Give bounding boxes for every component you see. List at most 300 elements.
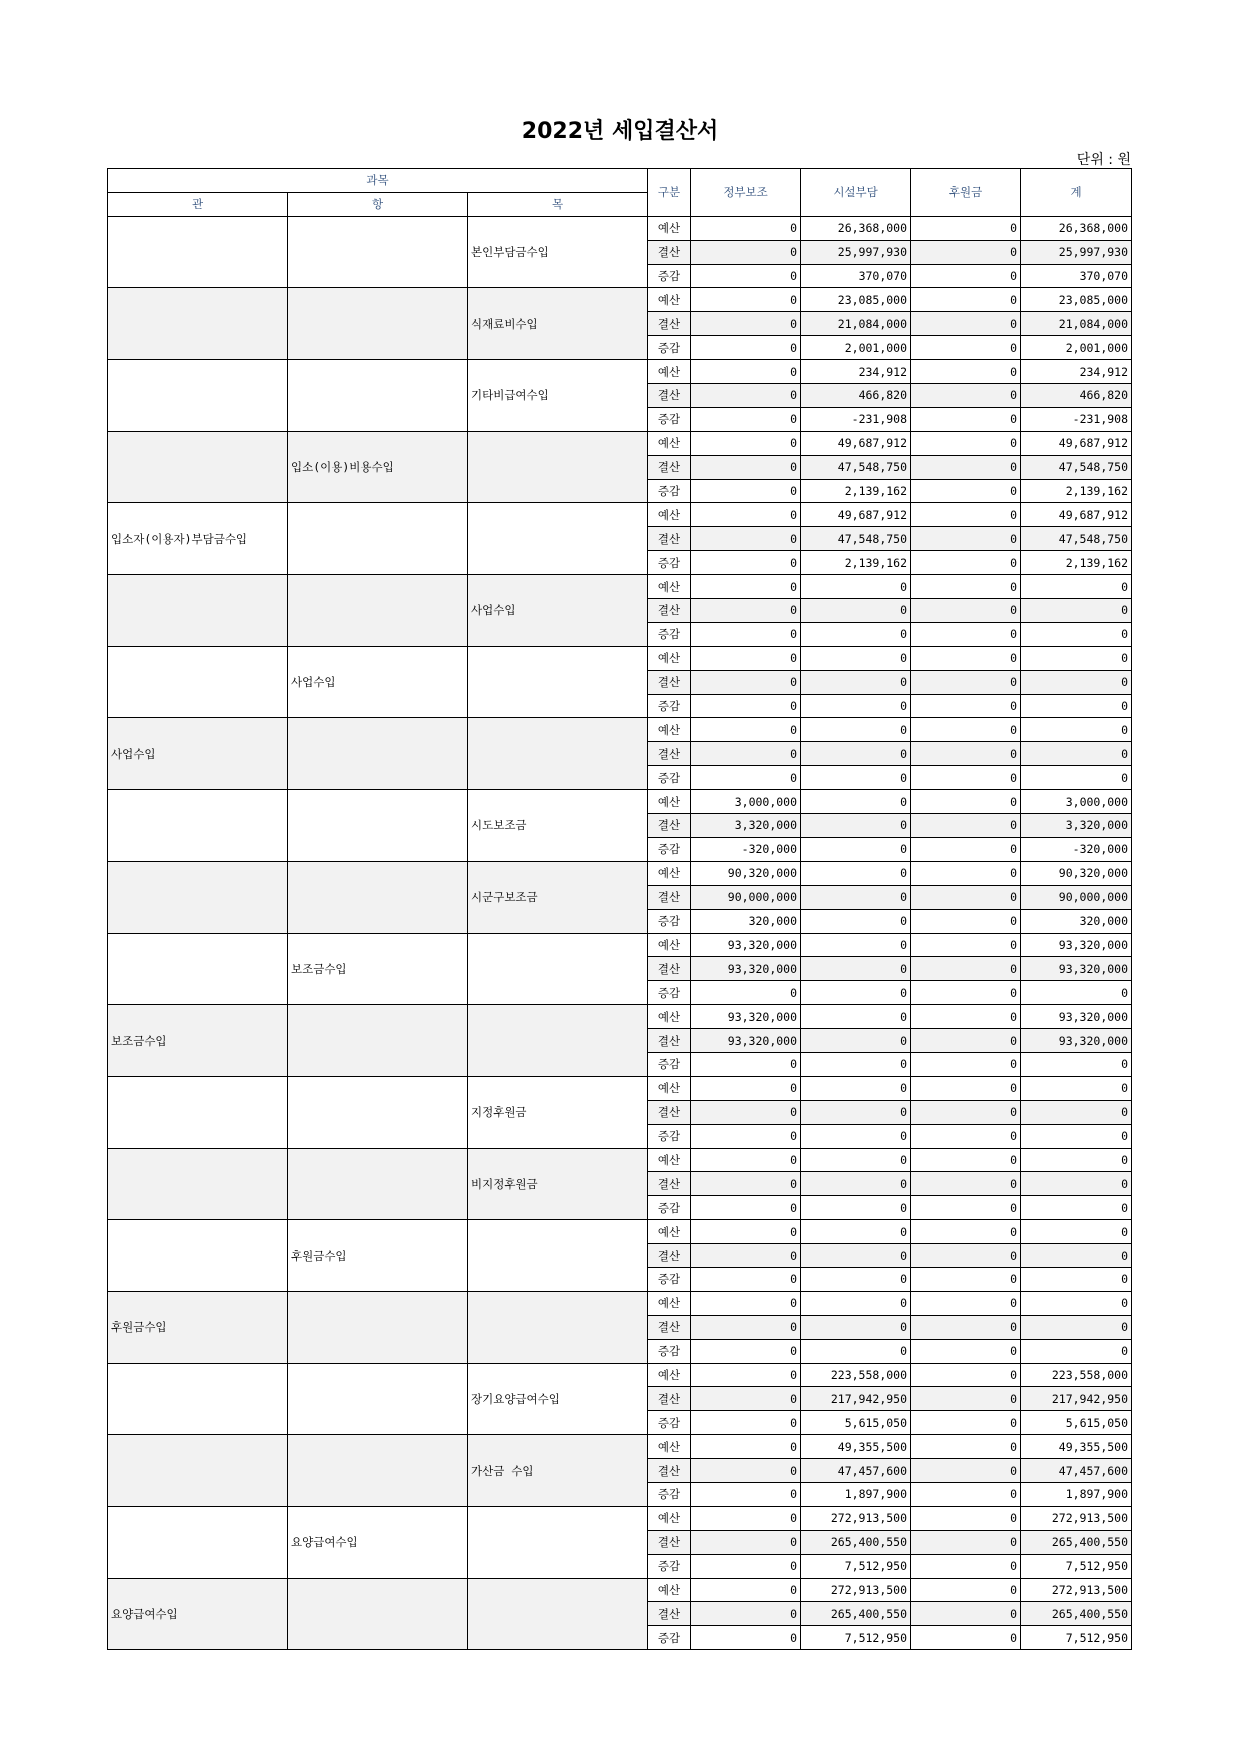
cell-gubun: 예산: [648, 1291, 691, 1315]
cell-value: 0: [691, 503, 801, 527]
cell-gubun: 결산: [648, 599, 691, 623]
cell-gubun: 증감: [648, 981, 691, 1005]
cell-value: 272,913,500: [1021, 1506, 1132, 1530]
cell-gubun: 증감: [648, 1124, 691, 1148]
cell-value: 0: [911, 431, 1021, 455]
cell-value: 0: [1021, 742, 1132, 766]
cell-value: 0: [691, 575, 801, 599]
cell-gubun: 결산: [648, 670, 691, 694]
cell-value: 0: [801, 670, 911, 694]
cell-gubun: 결산: [648, 1029, 691, 1053]
cell-gubun: 증감: [648, 551, 691, 575]
cell-value: 0: [911, 1602, 1021, 1626]
cell-value: 0: [801, 1267, 911, 1291]
cell-gubun: 증감: [648, 1482, 691, 1506]
cell-value: 0: [691, 1267, 801, 1291]
cell-value: 0: [691, 599, 801, 623]
cell-value: 272,913,500: [801, 1578, 911, 1602]
cell-value: 0: [691, 1100, 801, 1124]
cell-value: 0: [691, 384, 801, 408]
cell-value: 47,457,600: [801, 1459, 911, 1483]
cell-mok: [468, 503, 648, 575]
cell-gwan: [108, 288, 288, 360]
cell-value: 0: [801, 1124, 911, 1148]
header-mok: 목: [468, 192, 648, 216]
cell-gubun: 예산: [648, 1363, 691, 1387]
cell-value: 0: [911, 1530, 1021, 1554]
header-col-donation: 후원금: [911, 169, 1021, 217]
cell-value: 0: [1021, 1172, 1132, 1196]
revenue-settlement-table: [107, 168, 1132, 1650]
cell-gubun: 결산: [648, 527, 691, 551]
table-row: [108, 503, 1132, 527]
cell-value: 0: [911, 981, 1021, 1005]
table-row: [108, 933, 1132, 957]
cell-value: 0: [911, 742, 1021, 766]
cell-value: 5,615,050: [801, 1411, 911, 1435]
cell-value: 3,000,000: [1021, 790, 1132, 814]
cell-hang: [288, 718, 468, 790]
cell-gubun: 증감: [648, 1626, 691, 1650]
cell-value: 0: [691, 336, 801, 360]
cell-value: 0: [911, 694, 1021, 718]
cell-value: 0: [801, 1005, 911, 1029]
table-row: [108, 790, 1132, 814]
cell-value: 0: [801, 981, 911, 1005]
cell-mok: 비지정후원금: [468, 1148, 648, 1220]
table-row: [108, 718, 1132, 742]
table-row: [108, 431, 1132, 455]
cell-value: 26,368,000: [1021, 216, 1132, 240]
cell-value: 0: [801, 1220, 911, 1244]
cell-value: 0: [691, 455, 801, 479]
cell-value: 0: [1021, 599, 1132, 623]
cell-gwan: [108, 1435, 288, 1507]
cell-value: 0: [801, 694, 911, 718]
cell-value: 0: [1021, 1244, 1132, 1268]
cell-value: 0: [691, 1244, 801, 1268]
cell-gubun: 예산: [648, 1506, 691, 1530]
cell-value: 0: [1021, 1291, 1132, 1315]
cell-gubun: 결산: [648, 312, 691, 336]
cell-gubun: 결산: [648, 814, 691, 838]
cell-mok: [468, 1578, 648, 1650]
cell-value: 0: [801, 1196, 911, 1220]
table-row: [108, 646, 1132, 670]
cell-value: 265,400,550: [801, 1602, 911, 1626]
cell-value: 1,897,900: [801, 1482, 911, 1506]
cell-value: 93,320,000: [1021, 933, 1132, 957]
cell-value: 0: [911, 1411, 1021, 1435]
cell-gwan: [108, 646, 288, 718]
cell-gwan: [108, 1506, 288, 1578]
cell-gubun: 결산: [648, 885, 691, 909]
cell-value: 0: [691, 1363, 801, 1387]
cell-value: 47,457,600: [1021, 1459, 1132, 1483]
cell-value: 0: [911, 1029, 1021, 1053]
cell-value: 265,400,550: [1021, 1602, 1132, 1626]
cell-value: 0: [911, 599, 1021, 623]
cell-hang: [288, 216, 468, 288]
table-row: [108, 575, 1132, 599]
cell-gubun: 예산: [648, 1220, 691, 1244]
cell-gwan: [108, 1363, 288, 1435]
cell-gwan: [108, 360, 288, 432]
header-col-government-subsidy: 정부보조: [691, 169, 801, 217]
cell-hang: [288, 1578, 468, 1650]
cell-value: 5,615,050: [1021, 1411, 1132, 1435]
cell-gubun: 예산: [648, 718, 691, 742]
cell-mok: [468, 718, 648, 790]
cell-value: 93,320,000: [691, 1005, 801, 1029]
cell-value: 49,687,912: [1021, 503, 1132, 527]
cell-value: 0: [691, 1220, 801, 1244]
cell-value: 272,913,500: [1021, 1578, 1132, 1602]
cell-value: 0: [911, 1363, 1021, 1387]
cell-gwan: [108, 431, 288, 503]
table-row: [108, 216, 1132, 240]
cell-value: 0: [801, 1100, 911, 1124]
cell-value: 0: [691, 479, 801, 503]
cell-value: 0: [801, 575, 911, 599]
cell-value: 0: [691, 1172, 801, 1196]
cell-hang: [288, 1148, 468, 1220]
cell-value: 0: [911, 1220, 1021, 1244]
cell-gubun: 예산: [648, 933, 691, 957]
cell-value: 0: [911, 1387, 1021, 1411]
cell-value: 2,001,000: [801, 336, 911, 360]
cell-value: 234,912: [1021, 360, 1132, 384]
cell-value: 0: [1021, 1076, 1132, 1100]
cell-value: 21,084,000: [801, 312, 911, 336]
cell-value: 0: [1021, 718, 1132, 742]
cell-gubun: 증감: [648, 264, 691, 288]
cell-gubun: 예산: [648, 790, 691, 814]
cell-value: 0: [911, 288, 1021, 312]
cell-gwan: [108, 216, 288, 288]
cell-value: 265,400,550: [1021, 1530, 1132, 1554]
cell-value: 234,912: [801, 360, 911, 384]
cell-value: 223,558,000: [801, 1363, 911, 1387]
cell-value: 0: [691, 1411, 801, 1435]
cell-gubun: 예산: [648, 360, 691, 384]
cell-value: 0: [911, 1076, 1021, 1100]
cell-value: 23,085,000: [801, 288, 911, 312]
cell-value: 0: [1021, 1339, 1132, 1363]
table-row: [108, 1005, 1132, 1029]
cell-value: 0: [911, 1124, 1021, 1148]
cell-value: 0: [691, 312, 801, 336]
cell-value: 0: [911, 527, 1021, 551]
cell-gubun: 예산: [648, 861, 691, 885]
cell-hang: 보조금수입: [288, 933, 468, 1005]
cell-value: 0: [801, 1315, 911, 1339]
cell-value: 0: [911, 503, 1021, 527]
cell-value: 0: [911, 837, 1021, 861]
cell-gubun: 증감: [648, 1411, 691, 1435]
header-hang: 항: [288, 192, 468, 216]
cell-value: 0: [911, 885, 1021, 909]
cell-value: 0: [691, 1315, 801, 1339]
cell-mok: [468, 1005, 648, 1077]
cell-value: 0: [691, 718, 801, 742]
cell-mok: 장기요양급여수입: [468, 1363, 648, 1435]
cell-value: 0: [911, 718, 1021, 742]
cell-value: 0: [1021, 1148, 1132, 1172]
cell-value: 0: [911, 1554, 1021, 1578]
cell-value: 0: [801, 718, 911, 742]
cell-value: 0: [911, 1052, 1021, 1076]
table-row: [108, 1578, 1132, 1602]
cell-value: 0: [691, 288, 801, 312]
cell-value: 0: [911, 1459, 1021, 1483]
cell-gubun: 결산: [648, 742, 691, 766]
cell-hang: 사업수입: [288, 646, 468, 718]
cell-mok: 사업수입: [468, 575, 648, 647]
cell-value: 7,512,950: [1021, 1554, 1132, 1578]
cell-value: 47,548,750: [1021, 455, 1132, 479]
cell-gubun: 예산: [648, 1076, 691, 1100]
cell-value: 0: [691, 670, 801, 694]
cell-hang: [288, 1435, 468, 1507]
cell-value: 0: [911, 1435, 1021, 1459]
cell-gubun: 결산: [648, 1172, 691, 1196]
cell-value: 3,320,000: [691, 814, 801, 838]
cell-mok: [468, 1506, 648, 1578]
cell-value: -320,000: [1021, 837, 1132, 861]
cell-hang: [288, 861, 468, 933]
cell-gubun: 예산: [648, 1578, 691, 1602]
cell-mok: 식재료비수입: [468, 288, 648, 360]
cell-value: 49,687,912: [801, 431, 911, 455]
cell-value: 0: [911, 861, 1021, 885]
cell-gwan: [108, 1220, 288, 1292]
cell-value: 0: [691, 1578, 801, 1602]
cell-gubun: 예산: [648, 216, 691, 240]
cell-value: 0: [911, 1100, 1021, 1124]
cell-value: 0: [691, 694, 801, 718]
cell-gwan: [108, 790, 288, 862]
cell-gwan: [108, 1076, 288, 1148]
cell-value: 0: [911, 264, 1021, 288]
cell-value: 272,913,500: [801, 1506, 911, 1530]
cell-value: 93,320,000: [1021, 957, 1132, 981]
cell-mok: [468, 933, 648, 1005]
cell-value: 0: [911, 622, 1021, 646]
cell-value: 0: [911, 1482, 1021, 1506]
header-gwan: 관: [108, 192, 288, 216]
cell-value: 47,548,750: [801, 455, 911, 479]
cell-value: 7,512,950: [1021, 1626, 1132, 1650]
cell-gubun: 결산: [648, 1387, 691, 1411]
table-row: [108, 1076, 1132, 1100]
cell-value: 0: [1021, 1315, 1132, 1339]
cell-value: 0: [801, 957, 911, 981]
cell-value: 25,997,930: [801, 240, 911, 264]
cell-value: 0: [911, 1148, 1021, 1172]
cell-value: 0: [911, 766, 1021, 790]
cell-value: 0: [691, 1482, 801, 1506]
table-row: [108, 1291, 1132, 1315]
cell-mok: 시도보조금: [468, 790, 648, 862]
cell-value: 0: [1021, 981, 1132, 1005]
cell-hang: 입소(이용)비용수입: [288, 431, 468, 503]
cell-value: 0: [691, 1291, 801, 1315]
table-row: [108, 288, 1132, 312]
cell-value: 0: [911, 384, 1021, 408]
table-row: [108, 1148, 1132, 1172]
cell-value: 90,000,000: [691, 885, 801, 909]
cell-value: 93,320,000: [1021, 1005, 1132, 1029]
cell-value: 0: [911, 814, 1021, 838]
cell-value: 0: [801, 1076, 911, 1100]
cell-hang: [288, 1291, 468, 1363]
cell-value: 0: [1021, 1100, 1132, 1124]
table-row: [108, 1435, 1132, 1459]
cell-gubun: 결산: [648, 1530, 691, 1554]
cell-value: 0: [691, 622, 801, 646]
cell-value: 0: [911, 360, 1021, 384]
cell-value: 2,139,162: [801, 551, 911, 575]
cell-hang: [288, 790, 468, 862]
cell-value: 0: [801, 622, 911, 646]
cell-hang: [288, 288, 468, 360]
cell-value: 0: [1021, 646, 1132, 670]
cell-gubun: 예산: [648, 1148, 691, 1172]
cell-gwan: [108, 933, 288, 1005]
table-row: [108, 1220, 1132, 1244]
cell-value: 0: [911, 240, 1021, 264]
cell-value: 2,139,162: [1021, 551, 1132, 575]
cell-gubun: 증감: [648, 336, 691, 360]
cell-value: 0: [911, 407, 1021, 431]
cell-gubun: 증감: [648, 1339, 691, 1363]
cell-value: 0: [801, 1172, 911, 1196]
cell-value: 0: [691, 1506, 801, 1530]
cell-value: 0: [801, 1339, 911, 1363]
cell-value: 466,820: [1021, 384, 1132, 408]
cell-value: 3,320,000: [1021, 814, 1132, 838]
header-col-facility-burden: 시설부담: [801, 169, 911, 217]
cell-value: 217,942,950: [801, 1387, 911, 1411]
cell-gubun: 증감: [648, 694, 691, 718]
cell-value: 0: [691, 1124, 801, 1148]
cell-value: 26,368,000: [801, 216, 911, 240]
cell-value: 0: [911, 1506, 1021, 1530]
unit-label: 단위 : 원: [1076, 152, 1131, 168]
cell-gubun: 예산: [648, 1005, 691, 1029]
cell-value: 1,897,900: [1021, 1482, 1132, 1506]
cell-value: 0: [1021, 694, 1132, 718]
cell-value: 93,320,000: [691, 1029, 801, 1053]
cell-mok: [468, 646, 648, 718]
cell-value: 0: [691, 216, 801, 240]
header-gubun: 구분: [648, 169, 691, 217]
cell-value: 0: [1021, 766, 1132, 790]
cell-value: 47,548,750: [1021, 527, 1132, 551]
cell-value: 0: [801, 933, 911, 957]
cell-gubun: 결산: [648, 384, 691, 408]
cell-gwan: 보조금수입: [108, 1005, 288, 1077]
cell-value: 0: [911, 312, 1021, 336]
cell-gubun: 결산: [648, 957, 691, 981]
cell-value: 0: [911, 479, 1021, 503]
cell-value: 0: [1021, 1196, 1132, 1220]
cell-value: 0: [911, 670, 1021, 694]
cell-value: 0: [801, 885, 911, 909]
cell-value: -231,908: [1021, 407, 1132, 431]
cell-hang: 요양급여수입: [288, 1506, 468, 1578]
cell-value: 0: [911, 1196, 1021, 1220]
header-col-total: 계: [1021, 169, 1132, 217]
cell-value: 0: [691, 1626, 801, 1650]
cell-value: 0: [911, 575, 1021, 599]
cell-value: 0: [801, 1052, 911, 1076]
cell-value: 0: [691, 551, 801, 575]
cell-gubun: 증감: [648, 1052, 691, 1076]
cell-value: 0: [1021, 1124, 1132, 1148]
cell-mok: [468, 1291, 648, 1363]
cell-value: 0: [691, 1602, 801, 1626]
cell-value: 0: [801, 1291, 911, 1315]
cell-value: 0: [691, 1435, 801, 1459]
cell-gwan: [108, 861, 288, 933]
cell-gubun: 결산: [648, 1244, 691, 1268]
cell-value: 0: [801, 742, 911, 766]
cell-value: 93,320,000: [691, 933, 801, 957]
cell-value: 21,084,000: [1021, 312, 1132, 336]
cell-value: 0: [1021, 670, 1132, 694]
cell-value: 0: [691, 981, 801, 1005]
cell-value: 0: [911, 1578, 1021, 1602]
cell-value: 2,139,162: [1021, 479, 1132, 503]
cell-hang: [288, 1076, 468, 1148]
cell-hang: [288, 503, 468, 575]
cell-value: 0: [691, 1196, 801, 1220]
cell-value: 90,320,000: [691, 861, 801, 885]
cell-value: 49,687,912: [1021, 431, 1132, 455]
cell-value: 0: [911, 957, 1021, 981]
cell-gwan: 후원금수입: [108, 1291, 288, 1363]
cell-gubun: 예산: [648, 503, 691, 527]
cell-value: 466,820: [801, 384, 911, 408]
cell-value: 0: [691, 264, 801, 288]
cell-value: 0: [911, 1626, 1021, 1650]
cell-gubun: 예산: [648, 288, 691, 312]
cell-value: 0: [911, 455, 1021, 479]
cell-value: 0: [1021, 1052, 1132, 1076]
cell-gubun: 증감: [648, 837, 691, 861]
cell-gwan: [108, 1148, 288, 1220]
cell-value: 25,997,930: [1021, 240, 1132, 264]
cell-hang: [288, 360, 468, 432]
cell-value: 0: [691, 1387, 801, 1411]
cell-value: 0: [691, 360, 801, 384]
cell-value: 0: [691, 742, 801, 766]
cell-value: 0: [691, 1530, 801, 1554]
cell-value: 7,512,950: [801, 1626, 911, 1650]
cell-gubun: 증감: [648, 1554, 691, 1578]
table-row: [108, 1506, 1132, 1530]
cell-mok: [468, 1220, 648, 1292]
cell-value: 0: [691, 766, 801, 790]
cell-value: 0: [691, 431, 801, 455]
cell-value: 320,000: [1021, 909, 1132, 933]
cell-value: 0: [1021, 622, 1132, 646]
cell-value: 320,000: [691, 909, 801, 933]
cell-value: 0: [911, 646, 1021, 670]
cell-gubun: 증감: [648, 622, 691, 646]
